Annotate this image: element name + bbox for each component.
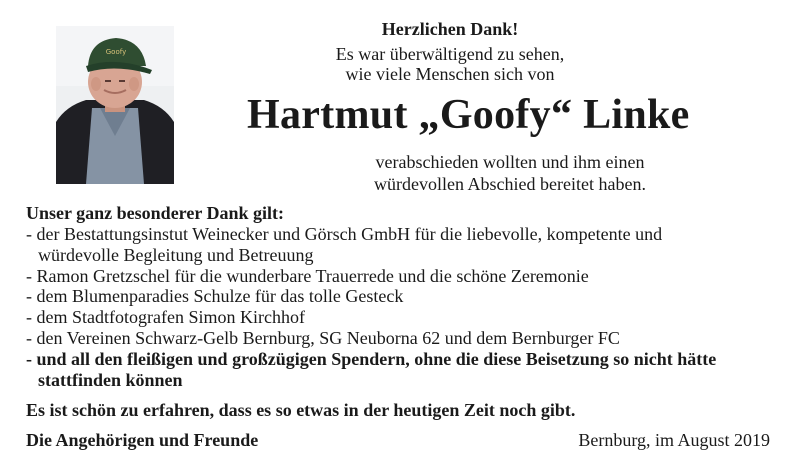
special-thanks-heading: Unser ganz besonderer Dank gilt: <box>26 203 285 223</box>
closing-sentence: Es ist schön zu erfahren, dass es so etwas in der heutigen Zeit noch gibt. <box>26 400 576 420</box>
thanks-title: Herzlichen Dank! <box>381 19 519 39</box>
portrait-icon <box>56 26 174 184</box>
thanks-item-donors-continuation: stattfinden können <box>38 369 183 390</box>
deceased-name: Hartmut „Goofy“ Linke <box>247 92 690 138</box>
thanks-item-continuation: würdevolle Begleitung und Betreuung <box>38 244 314 265</box>
thanks-list <box>26 224 776 390</box>
svg-text:Goofy: Goofy <box>105 48 127 56</box>
portrait-photo <box>56 26 174 184</box>
thanks-item: - der Bestattungsinstut Weinecker und Görsch GmbH für die liebevolle, kompetente und <box>26 224 663 244</box>
after-name-line-2: würdevollen Abschied bereitet haben. <box>374 174 646 194</box>
after-name-line-1: verabschieden wollten und ihm einen <box>375 152 645 172</box>
intro-line-2: wie viele Menschen sich von <box>345 64 555 84</box>
thanks-item: - dem Stadtfotografen Simon Kirchhof <box>26 307 305 328</box>
thanks-item: - Ramon Gretzschel für die wunderbare Trauerrede und die schöne Zeremonie <box>26 265 589 286</box>
place-and-date: Bernburg, im August 2019 <box>578 430 770 450</box>
thanks-item: - dem Blumenparadies Schulze für das tolle Gesteck <box>26 286 404 307</box>
intro-line-1: Es war überwältigend zu sehen, <box>335 44 565 64</box>
thanks-item-donors: - und all den fleißigen und großzügigen Spendern, ohne die diese Beisetzung so nicht hätte <box>26 348 717 369</box>
signature: Die Angehörigen und Freunde <box>26 430 259 450</box>
thanks-item: - den Vereinen Schwarz-Gelb Bernburg, SG Neuborna 62 und dem Bernburger FC <box>26 327 620 348</box>
